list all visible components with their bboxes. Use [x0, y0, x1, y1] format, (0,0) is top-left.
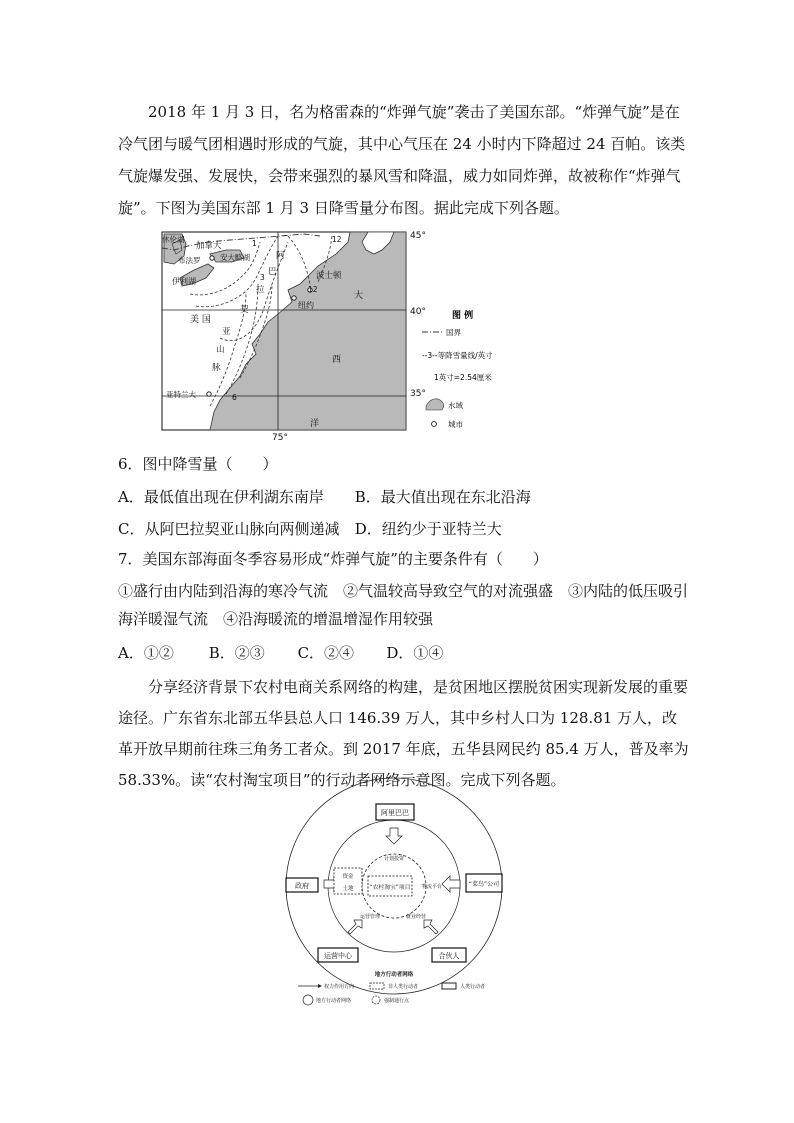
- q6-options-row2: [118, 518, 502, 540]
- legend-border-label: 国界: [446, 328, 461, 337]
- q6-option-c[interactable]: C．从阿巴拉契亚山脉向两侧递减: [118, 520, 340, 538]
- actor-network-diagram: [270, 802, 530, 1016]
- q6-option-a[interactable]: A．最低值出现在伊利湖东南岸: [118, 488, 324, 506]
- lat-label-35: 35°: [410, 389, 426, 399]
- label-mountains-3: 脉: [212, 363, 221, 373]
- legend-water-label: 水域: [448, 401, 463, 410]
- q6-options-row1: [118, 486, 531, 508]
- legend-nonhuman: 非人类行动者: [388, 984, 419, 990]
- legend-local: 地方行动者网络: [316, 998, 352, 1004]
- q6-stem: 6．图中降雪量（ ）: [118, 455, 278, 473]
- legend-inch-label: 1英寸=2.54厘米: [434, 373, 492, 382]
- isoline-value-12: 12: [332, 235, 342, 244]
- lat-label-40: 40°: [410, 307, 426, 317]
- label-canada: 加拿大: [196, 241, 222, 251]
- arrow-partner: [424, 920, 438, 934]
- label-lake-ontario: 安大略湖: [220, 253, 250, 262]
- legend-human: 人类行动者: [460, 984, 486, 990]
- label-cainiao: “菜鸟”公司: [468, 881, 500, 888]
- label-government: 政府: [295, 882, 309, 890]
- label-plan-invest: 计划投资: [383, 856, 405, 862]
- label-operation-center: 运营中心: [324, 952, 352, 960]
- label-appalachian-4: 契: [240, 305, 249, 315]
- legend-title: 图 例: [452, 311, 474, 321]
- lon-label-75: 75°: [272, 433, 288, 443]
- q7-option-b[interactable]: B．②③: [208, 644, 265, 662]
- isoline-value-6: 6: [232, 393, 237, 402]
- legend-isoline-label: --3--等降雪量线/英寸: [422, 351, 493, 360]
- label-lake-erie: 伊利湖: [172, 277, 196, 286]
- passage-rural-ecommerce: 分享经济背景下农村电商关系网络的构建，是贫困地区摆脱贫困实现新发展的重要途径。广东省东北部五华县总人口 146.39 万人，其中乡村人口为 128.81 万人，改革开放早期前往珠三角务工者众。到 2017 年底，五华县网民约 85.4 万人，普及率为 58.33%。读“农村淘宝项目”的行动者网络示意图。完成下列各题。: [118, 678, 689, 789]
- label-buffalo: 布法罗: [178, 256, 201, 265]
- isoline-value-3: 3: [260, 273, 265, 282]
- label-local-network: 地方行动者网络: [374, 972, 414, 978]
- label-ops-mgmt: 运营管理: [359, 914, 381, 920]
- label-ocean-3: 洋: [310, 419, 320, 429]
- q7-stem: 7．美国东部海面冬季容易形成“炸弹气旋”的主要条件有（ ）: [118, 550, 548, 568]
- legend-city-label: 城市: [448, 420, 463, 429]
- legend-passage: 强制通行点: [384, 998, 410, 1004]
- arrow-cainiao: [442, 876, 460, 892]
- label-newyork: 纽约: [298, 301, 314, 310]
- arrow-alibaba: [386, 828, 402, 844]
- label-appalachian-2: 巴: [268, 267, 277, 277]
- label-appalachian-3: 拉: [256, 285, 265, 295]
- city-dot-buffalo: [210, 256, 214, 260]
- q6-option-b[interactable]: B．最大值出现在东北沿海: [354, 488, 531, 506]
- legend-power: 权力作用方向: [324, 984, 355, 990]
- label-alibaba: 阿里巴巴: [381, 809, 409, 817]
- label-ocean-1: 大: [354, 291, 364, 301]
- label-mountains-1: 亚: [222, 327, 231, 337]
- city-dot-newyork: [292, 296, 296, 300]
- isoline-value-1: 1: [252, 239, 257, 248]
- label-appalachian-1: 阿: [276, 251, 285, 261]
- label-land: 土地: [342, 886, 354, 892]
- label-capital: 资金: [342, 874, 354, 880]
- legend-water-swatch: [426, 399, 444, 410]
- q6-option-d[interactable]: D．纽约少于亚特兰大: [354, 520, 502, 538]
- label-boston: 波士顿: [316, 271, 342, 281]
- label-ocean-2: 西: [332, 355, 342, 365]
- q7-option-a[interactable]: A．①②: [118, 644, 174, 662]
- label-partner: 合伙人: [438, 952, 460, 960]
- q7-options-row: [118, 642, 443, 664]
- city-dot-atlanta: [207, 392, 211, 396]
- snowfall-map: [160, 228, 493, 444]
- isoline-value-12b: 12: [308, 285, 318, 294]
- q7-option-d[interactable]: D．①④: [386, 644, 444, 662]
- arrow-operation: [348, 920, 362, 934]
- label-mountains-2: 山: [216, 345, 225, 355]
- label-lake-huron: 休伦湖: [162, 235, 185, 244]
- map-legend: [422, 309, 493, 429]
- q7-option-c[interactable]: C．②④: [297, 644, 355, 662]
- label-logistics: 物流平台: [421, 884, 443, 890]
- lat-label-45: 45°: [410, 231, 426, 241]
- q7-conditions: ①盛行由内陆到沿海的寒冷气流 ②气温较高导致空气的对流强盛 ③内陆的低压吸引海洋暖湿气流 ④沿海暖流的增温增湿作用较强: [118, 582, 689, 628]
- label-atlanta: 亚特兰大: [166, 390, 196, 399]
- passage-bomb-cyclone: 2018 年 1 月 3 日，名为格雷森的“炸弹气旋”袭击了美国东部。“炸弹气旋”是在冷气团与暖气团相遇时形成的气旋，其中心气压在 24 小时内下降超过 24 百帕。该类气旋爆发强、发展快，会带来强烈的暴风雪和降温，威力如同炸弹，故被称作“炸弹气旋”。下图为美国东部 1 月 3 日降雪量分布图。据此完成下列各题。: [118, 103, 686, 217]
- label-employment: 就业经营: [405, 914, 427, 920]
- label-project: “农村淘宝”项目: [369, 885, 411, 891]
- legend-city-dot: [432, 422, 437, 427]
- label-usa: 美 国: [190, 315, 211, 325]
